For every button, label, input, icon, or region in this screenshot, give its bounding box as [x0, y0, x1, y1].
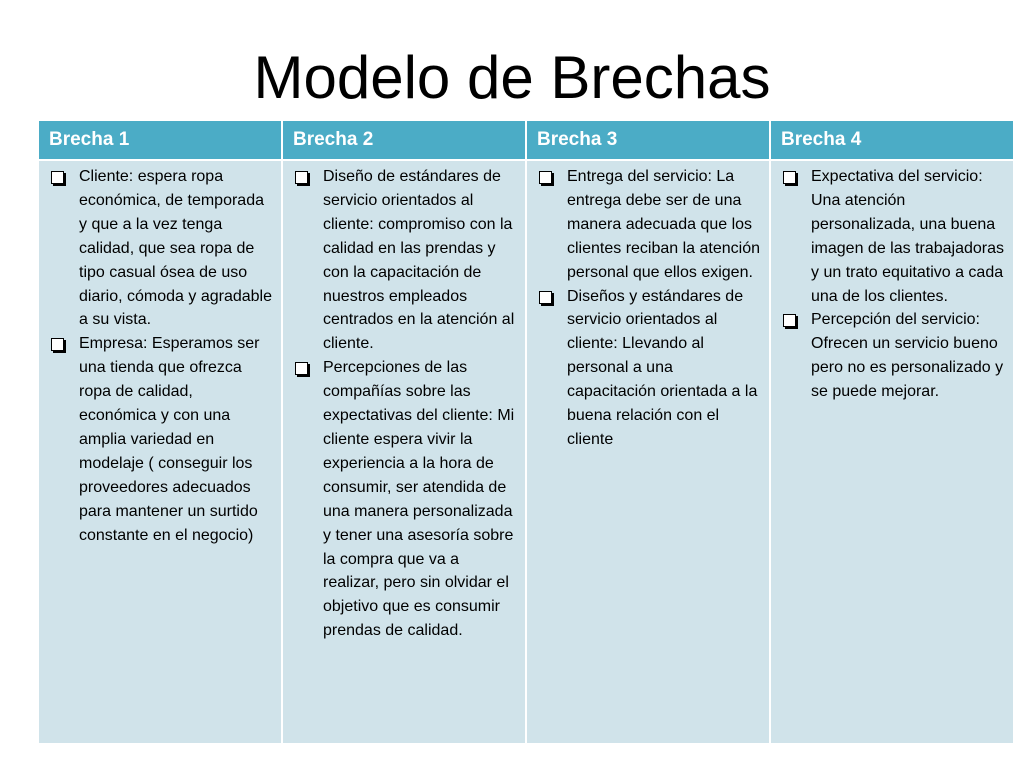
- bullet-list: [535, 165, 761, 452]
- table-body-row: [38, 160, 1014, 744]
- gap-model-table: [37, 119, 1015, 745]
- checkbox-bullet-icon: [51, 171, 64, 184]
- checkbox-bullet-icon: [51, 338, 64, 351]
- slide-title: Modelo de Brechas: [253, 44, 771, 111]
- bullet-item: [535, 165, 761, 285]
- bullet-text: Cliente: espera ropa económica, de temporada y que a la vez tenga calidad, que sea ropa de tipo casual ósea de uso diario, cómoda y agradable a su vista.: [79, 168, 273, 329]
- bullet-item: [291, 356, 517, 643]
- column-header-brecha-2: Brecha 2: [282, 120, 526, 160]
- column-header-brecha-1: Brecha 1: [38, 120, 282, 160]
- checkbox-bullet-icon: [539, 291, 552, 304]
- bullet-text: Expectativa del servicio: Una atención personalizada, una buena imagen de las trabajadoras y un trato equitativo a cada una de los clientes.: [811, 168, 1005, 305]
- bullet-text: Percepción del servicio: Ofrecen un servicio bueno pero no es personalizado y se puede mejorar.: [811, 311, 1004, 401]
- bullet-item: [47, 165, 273, 332]
- cell-brecha-1: [38, 160, 282, 744]
- bullet-item: [291, 165, 517, 356]
- cell-brecha-3: [526, 160, 770, 744]
- checkbox-bullet-icon: [295, 171, 308, 184]
- bullet-list: [779, 165, 1005, 404]
- table-header-row: [38, 120, 1014, 160]
- column-header-brecha-3: Brecha 3: [526, 120, 770, 160]
- bullet-text: Empresa: Esperamos ser una tienda que ofrezca ropa de calidad, económica y con una amplia variedad en modelaje ( conseguir los proveedores adecuados para mantener un surtido constante en el negocio): [79, 335, 260, 544]
- bullet-item: [47, 332, 273, 547]
- checkbox-bullet-icon: [295, 362, 308, 375]
- cell-brecha-4: [770, 160, 1014, 744]
- bullet-text: Diseño de estándares de servicio orientados al cliente: compromiso con la calidad en las prendas y con la capacitación de nuestros empleados centrados en la atención al cliente.: [323, 168, 515, 353]
- bullet-list: [47, 165, 273, 548]
- bullet-item: [535, 285, 761, 452]
- bullet-item: [779, 165, 1005, 308]
- bullet-text: Entrega del servicio: La entrega debe ser de una manera adecuada que los clientes reciban la atención personal que ellos exigen.: [567, 168, 761, 281]
- column-header-brecha-4: Brecha 4: [770, 120, 1014, 160]
- bullet-text: Percepciones de las compañías sobre las expectativas del cliente: Mi cliente espera vivir la experiencia a la hora de consumir, ser atendida de una manera personalizada y tener una asesoría sobre la compra que va a realizar, pero sin olvidar el objetivo que es consumir prendas de calidad.: [323, 359, 515, 640]
- bullet-item: [779, 308, 1005, 404]
- checkbox-bullet-icon: [783, 171, 796, 184]
- cell-brecha-2: [282, 160, 526, 744]
- bullet-text: Diseños y estándares de servicio orientados al cliente: Llevando al personal a una capacitación orientada a la buena relación con el cliente: [567, 287, 758, 448]
- checkbox-bullet-icon: [539, 171, 552, 184]
- checkbox-bullet-icon: [783, 314, 796, 327]
- bullet-list: [291, 165, 517, 643]
